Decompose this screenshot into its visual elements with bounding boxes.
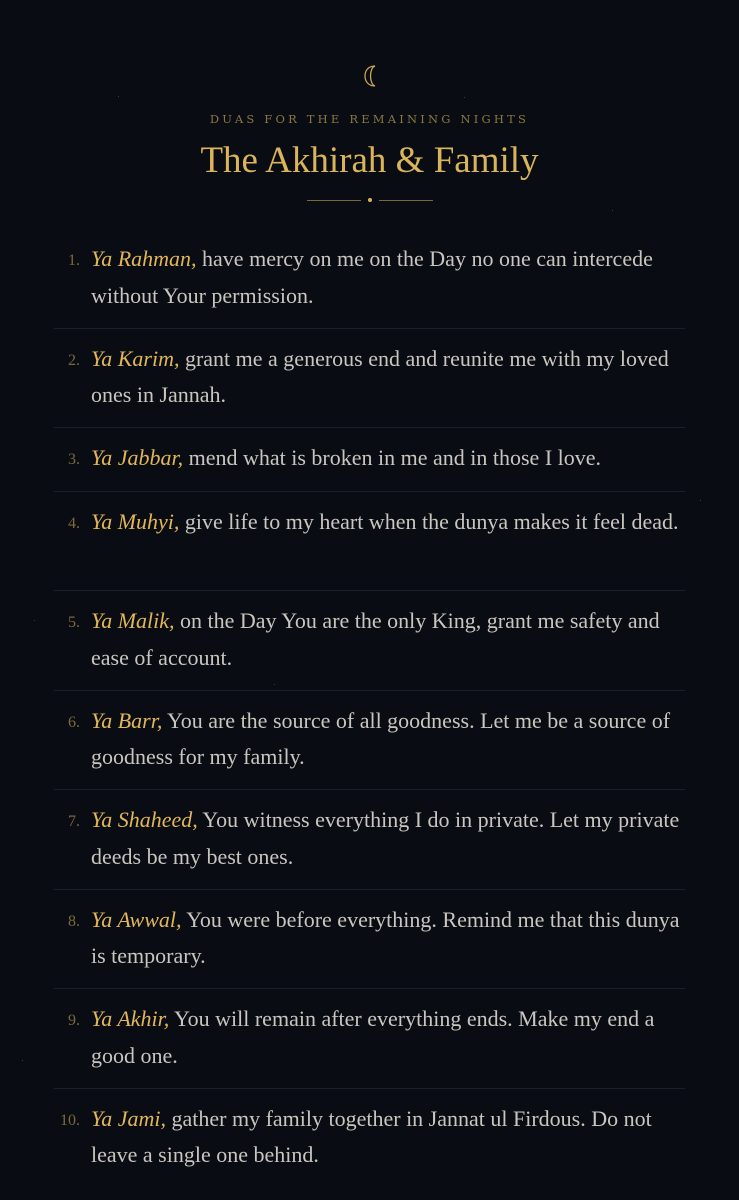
dua-body: You witness everything I do in private. Let my private deeds be my best ones. <box>91 807 680 869</box>
dua-number: 3. <box>68 451 80 468</box>
dua-text <box>91 703 689 776</box>
dua-number: 1. <box>68 252 80 269</box>
star <box>612 210 613 211</box>
dua-item <box>54 229 685 329</box>
dua-text <box>91 341 689 414</box>
star <box>34 620 35 621</box>
dua-body: You will remain after everything ends. Make my end a good one. <box>91 1006 655 1068</box>
dua-number: 4. <box>68 514 80 532</box>
divider-dot <box>368 198 372 202</box>
divine-name: Ya Rahman, <box>91 246 197 271</box>
dua-item <box>54 428 685 492</box>
dua-number: 9. <box>68 1012 80 1029</box>
crescent-moon-icon <box>361 64 379 88</box>
dua-number: 10. <box>60 1111 80 1129</box>
dua-body: You were before everything. Remind me that this dunya is temporary. <box>91 906 680 968</box>
dua-number: 6. <box>68 713 80 731</box>
divine-name: Ya Awwal, <box>91 906 182 932</box>
section-kicker: DUAS FOR THE REMAINING NIGHTS <box>209 112 530 126</box>
divine-name: Ya Shaheed, <box>91 807 198 832</box>
divider-line-left <box>307 200 361 201</box>
dua-number: 2. <box>68 351 80 369</box>
dua-item <box>54 691 685 791</box>
dua-text <box>91 440 689 477</box>
dua-text <box>91 603 689 676</box>
dua-body: grant me a generous end and reunite me with my loved ones in Jannah. <box>91 345 669 407</box>
dua-text <box>91 241 689 314</box>
page-header <box>0 64 739 205</box>
dua-body: mend what is broken in me and in those I love. <box>183 445 602 470</box>
title-divider <box>307 197 433 205</box>
page-title: The Akhirah & Family <box>200 140 539 181</box>
dua-body: gather my family together in Jannat ul Firdous. Do not leave a single one behind. <box>91 1105 652 1167</box>
dua-text <box>91 1001 689 1074</box>
dua-number: 5. <box>68 614 80 631</box>
dua-body: have mercy on me on the Day no one can intercede without Your permission. <box>91 246 653 308</box>
dua-text <box>91 802 689 875</box>
divine-name: Ya Jabbar, <box>91 445 184 470</box>
dua-number: 7. <box>68 813 80 830</box>
divine-name: Ya Barr, <box>91 707 163 733</box>
dua-text <box>91 504 689 541</box>
dua-item <box>54 591 685 691</box>
dua-list <box>54 229 685 1188</box>
divider-line-right <box>379 200 433 201</box>
divine-name: Ya Karim, <box>91 345 180 371</box>
dua-item <box>54 1089 685 1189</box>
star <box>700 500 701 501</box>
dua-item <box>54 329 685 429</box>
dua-item <box>54 989 685 1089</box>
dua-item <box>54 790 685 890</box>
dua-item <box>54 890 685 990</box>
divine-name: Ya Akhir, <box>91 1006 170 1031</box>
divine-name: Ya Jami, <box>91 1105 166 1131</box>
dua-text <box>91 902 689 975</box>
divine-name: Ya Muhyi, <box>91 508 180 534</box>
divine-name: Ya Malik, <box>91 608 175 633</box>
star <box>22 1060 23 1061</box>
dua-number: 8. <box>68 912 80 930</box>
dua-item <box>54 492 685 592</box>
dua-body: on the Day You are the only King, grant me safety and ease of account. <box>91 608 660 670</box>
dua-body: You are the source of all goodness. Let me be a source of goodness for my family. <box>91 707 671 769</box>
dua-text <box>91 1101 689 1174</box>
dua-body: give life to my heart when the dunya makes it feel dead. <box>179 508 679 534</box>
